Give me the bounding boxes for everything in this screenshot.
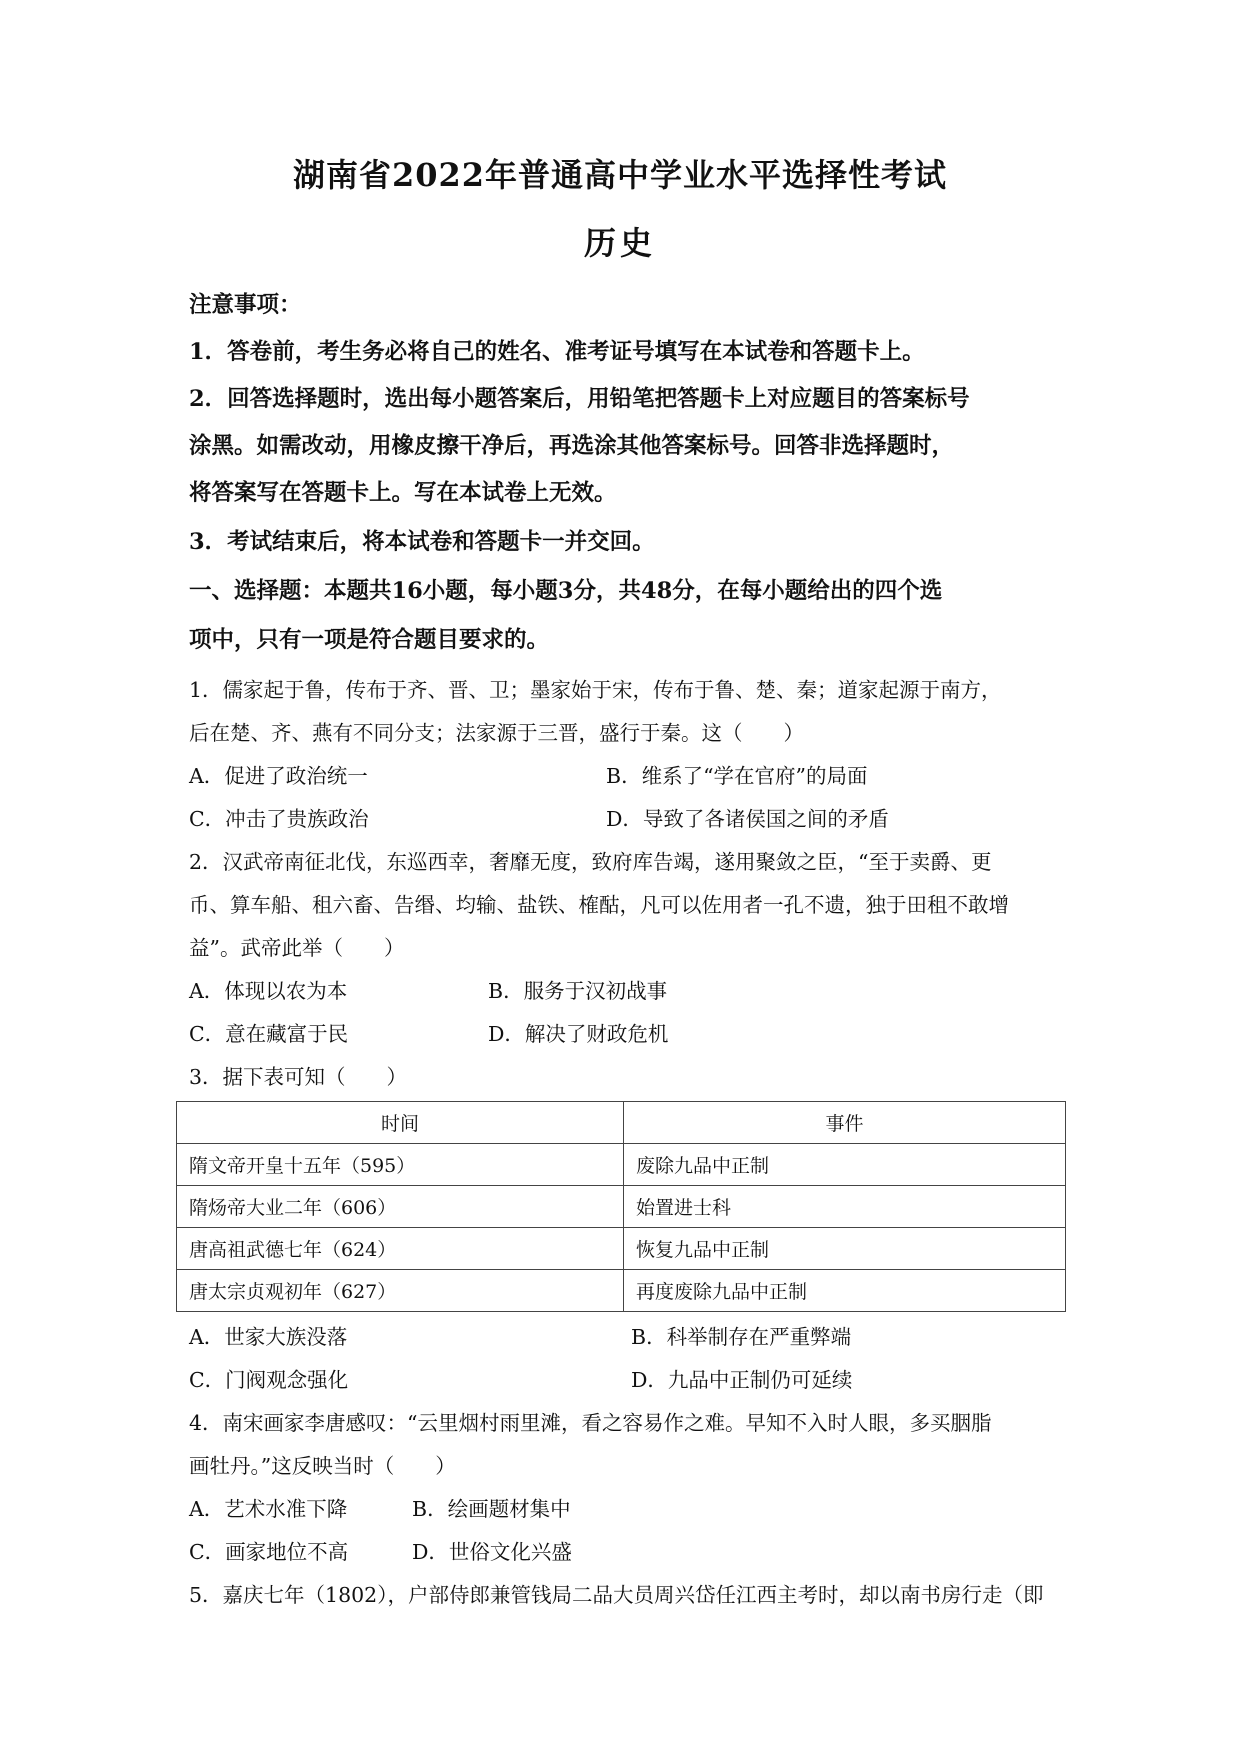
notes-item-2-line-3: 将答案写在答题卡上。写在本试卷上无效。 xyxy=(189,480,617,506)
q2-option-a: A．体现以农为本 xyxy=(189,979,348,1003)
q2-stem-line-2: 币、算车船、租六畜、告缗、均输、盐铁、榷酤，凡可以佐用者一孔不遗，独于田租不敢增 xyxy=(189,893,1009,917)
q5-stem-line-1: 5．嘉庆七年（1802），户部侍郎兼管钱局二品大员周兴岱任江西主考时，却以南书房行走（即 xyxy=(189,1583,1044,1607)
section-1-line-1: 一、选择题：本题共16小题，每小题3分，共48分，在每小题给出的四个选 xyxy=(189,578,943,604)
table-header-row xyxy=(177,1102,1066,1144)
q3-option-c: C．门阀观念强化 xyxy=(189,1368,349,1392)
q1-option-d: D．导致了各诸侯国之间的矛盾 xyxy=(606,807,889,831)
q2-option-d: D．解决了财政危机 xyxy=(488,1022,669,1046)
q1-option-c: C．冲击了贵族政治 xyxy=(189,807,369,831)
table-header-time: 时间 xyxy=(177,1102,624,1144)
q3-option-d: D．九品中正制仍可延续 xyxy=(631,1368,853,1392)
q2-option-c: C．意在藏富于民 xyxy=(189,1022,349,1046)
notes-item-2-line-1: 2．回答选择题时，选出每小题答案后，用铅笔把答题卡上对应题目的答案标号 xyxy=(189,386,970,412)
exam-subject: 历史 xyxy=(583,224,656,262)
q4-stem-line-1: 4．南宋画家李唐感叹：“云里烟村雨里滩，看之容易作之难。早知不入时人眼，多买胭脂 xyxy=(189,1411,992,1435)
table-cell-event: 始置进士科 xyxy=(624,1186,1066,1228)
q1-stem-line-2: 后在楚、齐、燕有不同分支；法家源于三晋，盛行于秦。这（ ） xyxy=(189,721,804,745)
q4-stem-line-2: 画牡丹。”这反映当时（ ） xyxy=(189,1454,456,1478)
q4-option-d: D．世俗文化兴盛 xyxy=(412,1540,572,1564)
notes-heading: 注意事项： xyxy=(189,292,302,318)
q3-stem: 3．据下表可知（ ） xyxy=(189,1065,408,1089)
q4-option-c: C．画家地位不高 xyxy=(189,1540,349,1564)
section-1-line-2: 项中，只有一项是符合题目要求的。 xyxy=(189,627,550,653)
q2-option-b: B．服务于汉初战事 xyxy=(488,979,668,1003)
q3-option-a: A．世家大族没落 xyxy=(189,1325,348,1349)
table-cell-event: 废除九品中正制 xyxy=(624,1144,1066,1186)
table-cell-time: 隋炀帝大业二年（606） xyxy=(177,1186,624,1228)
q3-option-b: B．科举制存在严重弊端 xyxy=(631,1325,852,1349)
exam-title: 湖南省2022年普通高中学业水平选择性考试 xyxy=(292,156,948,194)
notes-item-2-line-2: 涂黑。如需改动，用橡皮擦干净后，再选涂其他答案标号。回答非选择题时， xyxy=(189,433,955,459)
table-cell-time: 唐太宗贞观初年（627） xyxy=(177,1270,624,1312)
table-row xyxy=(177,1144,1066,1186)
q1-stem-line-1: 1．儒家起于鲁，传布于齐、晋、卫；墨家始于宋，传布于鲁、楚、秦；道家起源于南方， xyxy=(189,678,1002,702)
table-row xyxy=(177,1228,1066,1270)
notes-item-3: 3．考试结束后，将本试卷和答题卡一并交回。 xyxy=(189,529,655,555)
q2-stem-line-3: 益”。武帝此举（ ） xyxy=(189,936,405,960)
q4-option-a: A．艺术水准下降 xyxy=(189,1497,348,1521)
table-cell-time: 唐高祖武德七年（624） xyxy=(177,1228,624,1270)
table-row xyxy=(177,1186,1066,1228)
table-cell-time: 隋文帝开皇十五年（595） xyxy=(177,1144,624,1186)
q1-option-a: A．促进了政治统一 xyxy=(189,764,368,788)
notes-item-1: 1．答卷前，考生务必将自己的姓名、准考证号填写在本试卷和答题卡上。 xyxy=(189,339,925,365)
q4-option-b: B．绘画题材集中 xyxy=(412,1497,571,1521)
table-header-event: 事件 xyxy=(624,1102,1066,1144)
table-cell-event: 再度废除九品中正制 xyxy=(624,1270,1066,1312)
table-cell-event: 恢复九品中正制 xyxy=(624,1228,1066,1270)
table-row xyxy=(177,1270,1066,1312)
q3-events-table xyxy=(176,1101,1066,1312)
q2-stem-line-1: 2．汉武帝南征北伐，东巡西幸，奢靡无度，致府库告竭，遂用聚敛之臣，“至于卖爵、更 xyxy=(189,850,992,874)
q1-option-b: B．维系了“学在官府”的局面 xyxy=(606,764,868,788)
